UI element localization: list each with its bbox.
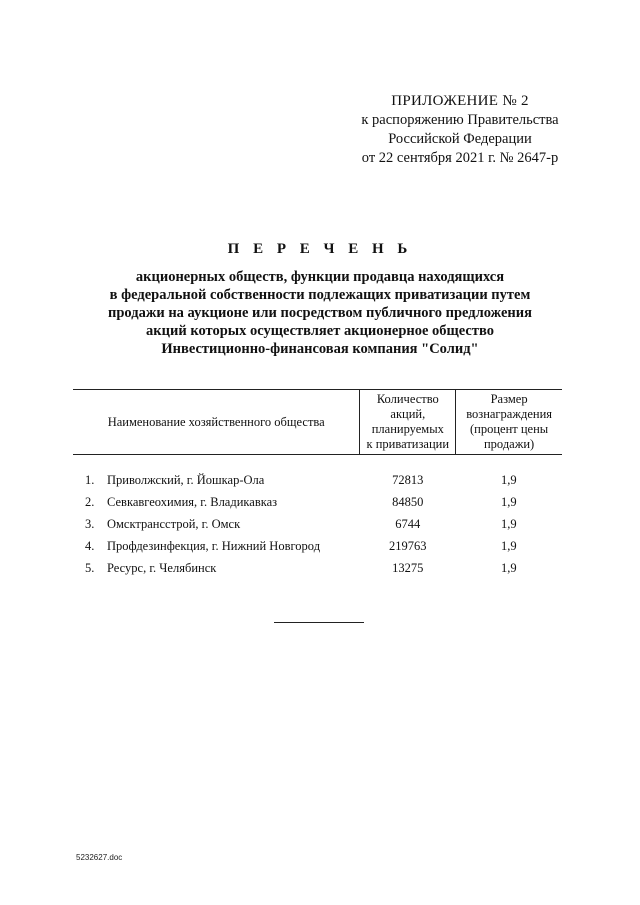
row-number: 4.: [85, 538, 95, 553]
row-number: 2.: [85, 494, 95, 509]
table-header-row: [73, 390, 562, 455]
row-number: 1.: [85, 472, 95, 487]
table-row: [73, 513, 562, 535]
company-name: Ресурс, г. Челябинск: [107, 560, 217, 575]
annex-block: [330, 92, 590, 168]
company-name: Омсктрансстрой, г. Омск: [107, 516, 241, 531]
header-qty-line-4: к приватизации: [366, 437, 450, 451]
share-quantity: 72813: [392, 472, 424, 487]
table-row: [73, 469, 562, 491]
header-fee-line-2: вознаграждения: [466, 407, 553, 421]
company-name: Профдезинфекция, г. Нижний Новгород: [107, 538, 321, 553]
heading-line-5: Инвестиционно-финансовая компания "Солид": [161, 341, 479, 357]
heading-line-4: акций которых осуществляет акционерное общество: [146, 323, 494, 339]
annex-line-3: от 22 сентября 2021 г. № 2647-р: [361, 150, 559, 166]
row-number: 3.: [85, 516, 95, 531]
header-company-name: Наименование хозяйственного общества: [73, 390, 360, 455]
header-share-quantity: [360, 390, 456, 455]
header-fee-line-4: продажи): [483, 437, 535, 451]
table-row: [73, 557, 562, 579]
annex-line-2: Российской Федерации: [388, 131, 532, 147]
annex-title: ПРИЛОЖЕНИЕ № 2: [391, 93, 529, 109]
fee-percent: 1,9: [501, 472, 517, 487]
share-quantity: 13275: [392, 560, 424, 575]
header-fee-line-3: (процент цены: [470, 422, 549, 436]
company-name: Севкавгеохимия, г. Владикавказ: [107, 494, 278, 509]
closing-divider: [274, 622, 364, 623]
companies-table: [73, 389, 562, 579]
row-number: 5.: [85, 560, 95, 575]
header-fee-line-1: Размер: [490, 392, 528, 406]
document-heading: [60, 240, 580, 358]
fee-percent: 1,9: [501, 560, 517, 575]
header-fee-percent: [456, 390, 562, 455]
heading-line-2: в федеральной собственности подлежащих приватизации путем: [109, 287, 531, 303]
heading-title: П Е Р Е Ч Е Н Ь: [227, 241, 413, 257]
share-quantity: 84850: [392, 494, 424, 509]
heading-line-3: продажи на аукционе или посредством публичного предложения: [108, 305, 532, 321]
header-qty-line-2: акций,: [390, 407, 426, 421]
share-quantity: 6744: [395, 516, 421, 531]
table-spacer-row: [73, 455, 562, 470]
document-file-id: 5232627.doc: [76, 853, 123, 862]
header-qty-line-1: Количество: [376, 392, 439, 406]
fee-percent: 1,9: [501, 516, 517, 531]
annex-line-1: к распоряжению Правительства: [361, 112, 559, 128]
table-row: [73, 535, 562, 557]
company-name: Приволжский, г. Йошкар-Ола: [107, 472, 265, 487]
fee-percent: 1,9: [501, 494, 517, 509]
fee-percent: 1,9: [501, 538, 517, 553]
companies-table-wrapper: [73, 389, 562, 579]
table-row: [73, 491, 562, 513]
share-quantity: 219763: [389, 538, 427, 553]
heading-line-1: акционерных обществ, функции продавца находящихся: [135, 269, 505, 285]
header-qty-line-3: планируемых: [371, 422, 444, 436]
